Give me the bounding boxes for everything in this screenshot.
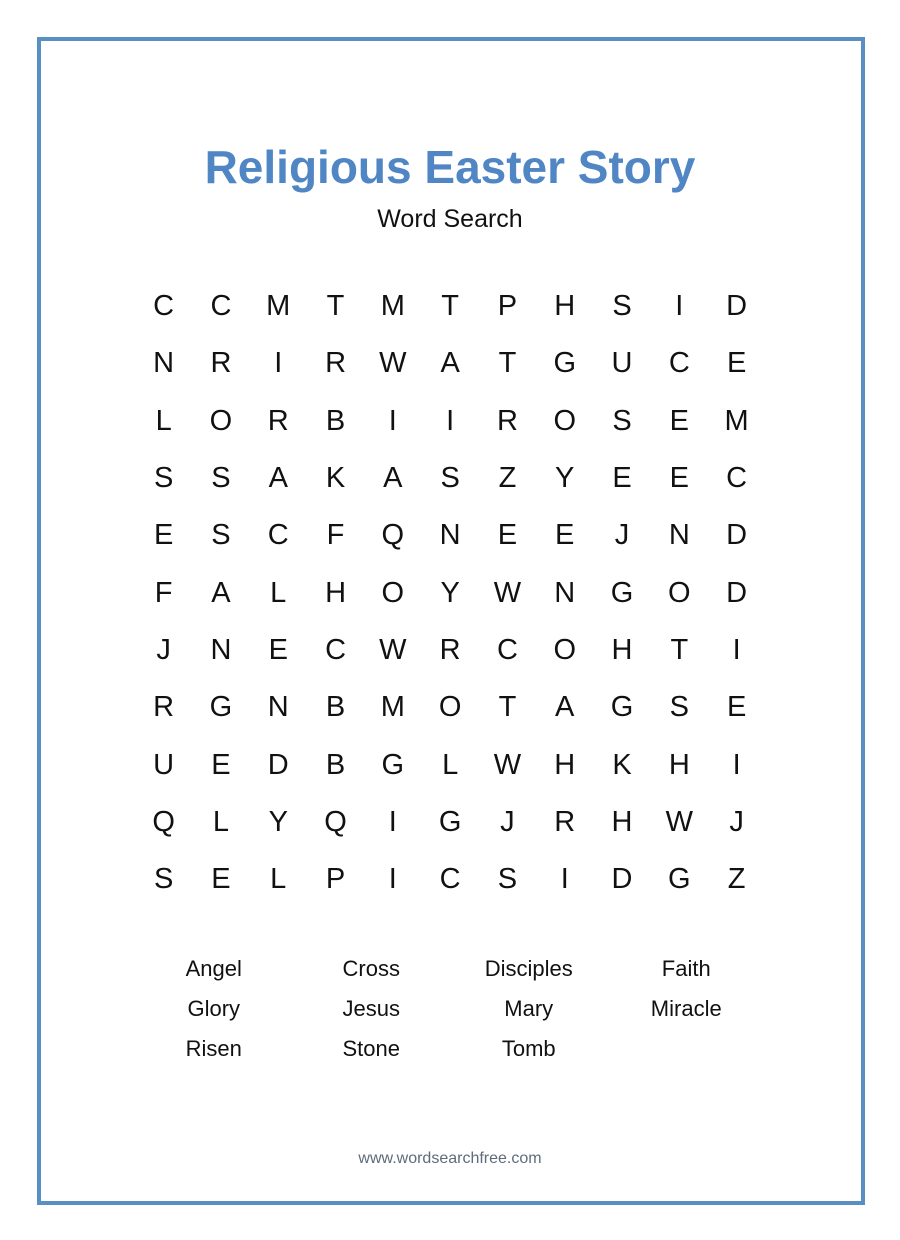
grid-letter: M [724, 404, 749, 437]
grid-letter: B [325, 691, 346, 724]
grid-letter: W [493, 748, 522, 781]
grid-letter: D [726, 519, 748, 552]
grid-letter: I [732, 633, 741, 666]
footer-website[interactable]: www.wordsearchfree.com [358, 1150, 542, 1167]
grid-letter: O [209, 404, 233, 437]
grid-letter: N [210, 633, 232, 666]
word-list-item: Angel [185, 956, 242, 981]
grid-letter: F [326, 519, 345, 552]
word-list-item: Risen [185, 1036, 242, 1061]
grid-letter: Z [727, 863, 746, 896]
grid-letter: T [498, 691, 517, 724]
grid-letter: W [379, 347, 407, 380]
grid-letter: L [155, 404, 172, 437]
grid-letter: R [267, 404, 289, 437]
grid-letter: N [554, 576, 576, 609]
grid-letter: L [270, 863, 287, 896]
grid-letter: J [614, 519, 630, 552]
grid-letter: F [154, 576, 173, 609]
grid-letter: I [274, 347, 283, 380]
grid-letter: D [267, 748, 289, 781]
grid-letter: D [726, 576, 748, 609]
grid-letter: N [267, 691, 289, 724]
grid-letter: C [153, 290, 175, 323]
grid-letter: Q [381, 519, 405, 552]
word-list-item: Glory [187, 996, 241, 1021]
grid-letter: E [268, 633, 288, 666]
grid-letter: A [211, 576, 231, 609]
grid-letter: K [612, 748, 632, 781]
grid-letter: R [325, 347, 347, 380]
page-title: Religious Easter Story [204, 141, 696, 193]
grid-letter: O [553, 404, 576, 437]
grid-letter: H [668, 748, 690, 781]
grid-letter: G [610, 576, 634, 609]
grid-letter: D [611, 863, 633, 896]
grid-letter: H [325, 576, 347, 609]
grid-letter: U [153, 748, 175, 781]
grid-letter: B [325, 748, 346, 781]
grid-letter: S [153, 462, 174, 495]
grid-letter: N [439, 519, 461, 552]
grid-letter: I [675, 290, 684, 323]
grid-letter: G [381, 748, 405, 781]
grid-letter: S [612, 404, 632, 437]
grid-letter: G [209, 691, 233, 724]
word-list-item: Cross [342, 956, 400, 981]
grid-letter: A [555, 691, 575, 724]
word-list-item: Miracle [650, 996, 722, 1021]
grid-letter: L [270, 576, 287, 609]
grid-letter: Y [440, 576, 460, 609]
grid-letter: W [493, 576, 522, 609]
grid-letter: S [153, 863, 174, 896]
letter-grid [135, 278, 765, 908]
grid-letter: C [210, 290, 232, 323]
grid-letter: E [726, 347, 747, 380]
grid-letter: S [497, 863, 518, 896]
word-list-item: Tomb [501, 1036, 556, 1061]
grid-letter: E [612, 462, 632, 495]
grid-letter: S [440, 462, 460, 495]
grid-letter: H [611, 633, 633, 666]
grid-letter: T [441, 290, 459, 323]
grid-letter: P [497, 290, 518, 323]
word-list [135, 951, 765, 1071]
grid-letter: N [153, 347, 175, 380]
grid-letter: J [729, 805, 744, 838]
grid-letter: C [439, 863, 461, 896]
grid-letter: D [726, 290, 748, 323]
grid-letter: S [612, 290, 632, 323]
grid-letter: Q [324, 805, 347, 838]
grid-letter: R [496, 404, 518, 437]
grid-letter: S [211, 462, 231, 495]
grid-letter: G [553, 347, 576, 380]
grid-letter: C [267, 519, 289, 552]
grid-letter: T [326, 290, 345, 323]
grid-letter: Y [555, 462, 575, 495]
grid-letter: J [500, 805, 515, 838]
grid-letter: I [560, 863, 569, 896]
grid-letter: H [554, 290, 576, 323]
grid-letter: U [611, 347, 633, 380]
grid-letter: R [210, 347, 232, 380]
grid-letter: O [381, 576, 405, 609]
grid-letter: H [611, 805, 633, 838]
word-list-item: Disciples [484, 956, 573, 981]
grid-letter: M [380, 691, 405, 724]
grid-letter: N [668, 519, 690, 552]
grid-letter: I [388, 863, 397, 896]
grid-letter: Z [498, 462, 517, 495]
grid-letter: O [668, 576, 691, 609]
grid-letter: H [554, 748, 576, 781]
grid-letter: I [388, 404, 397, 437]
grid-letter: E [211, 748, 231, 781]
grid-letter: E [726, 691, 747, 724]
word-list-item: Mary [504, 996, 554, 1021]
grid-letter: J [156, 633, 171, 666]
grid-letter: M [380, 290, 405, 323]
grid-letter: B [325, 404, 346, 437]
grid-letter: W [379, 633, 407, 666]
grid-letter: K [325, 462, 346, 495]
grid-letter: O [438, 691, 462, 724]
grid-letter: C [668, 347, 690, 380]
grid-letter: T [670, 633, 689, 666]
grid-letter: R [153, 691, 175, 724]
grid-letter: O [553, 633, 576, 666]
grid-letter: L [442, 748, 459, 781]
grid-letter: I [388, 805, 397, 838]
grid-letter: A [383, 462, 403, 495]
word-list-item: Faith [661, 956, 711, 981]
word-list-item: Stone [342, 1036, 400, 1061]
grid-letter: M [266, 290, 291, 323]
grid-letter: E [555, 519, 575, 552]
page-subtitle: Word Search [377, 205, 523, 233]
grid-letter: P [325, 863, 346, 896]
grid-letter: A [268, 462, 288, 495]
grid-letter: W [665, 805, 693, 838]
grid-letter: E [669, 404, 689, 437]
grid-letter: Y [268, 805, 288, 838]
grid-letter: E [669, 462, 689, 495]
grid-letter: L [212, 805, 230, 838]
grid-letter: R [554, 805, 576, 838]
grid-letter: E [211, 863, 231, 896]
grid-letter: T [498, 347, 517, 380]
grid-letter: E [153, 519, 174, 552]
grid-letter: Q [152, 805, 175, 838]
grid-letter: I [732, 748, 741, 781]
grid-letter: E [497, 519, 518, 552]
grid-letter: I [446, 404, 455, 437]
word-list-item: Jesus [342, 996, 400, 1021]
grid-letter: G [668, 863, 691, 896]
grid-letter: C [496, 633, 518, 666]
grid-letter: S [669, 691, 689, 724]
grid-letter: S [211, 519, 231, 552]
grid-letter: R [439, 633, 461, 666]
grid-letter: G [438, 805, 462, 838]
grid-letter: C [325, 633, 347, 666]
grid-letter: C [726, 462, 748, 495]
grid-letter: G [610, 691, 634, 724]
grid-letter: A [440, 347, 460, 380]
